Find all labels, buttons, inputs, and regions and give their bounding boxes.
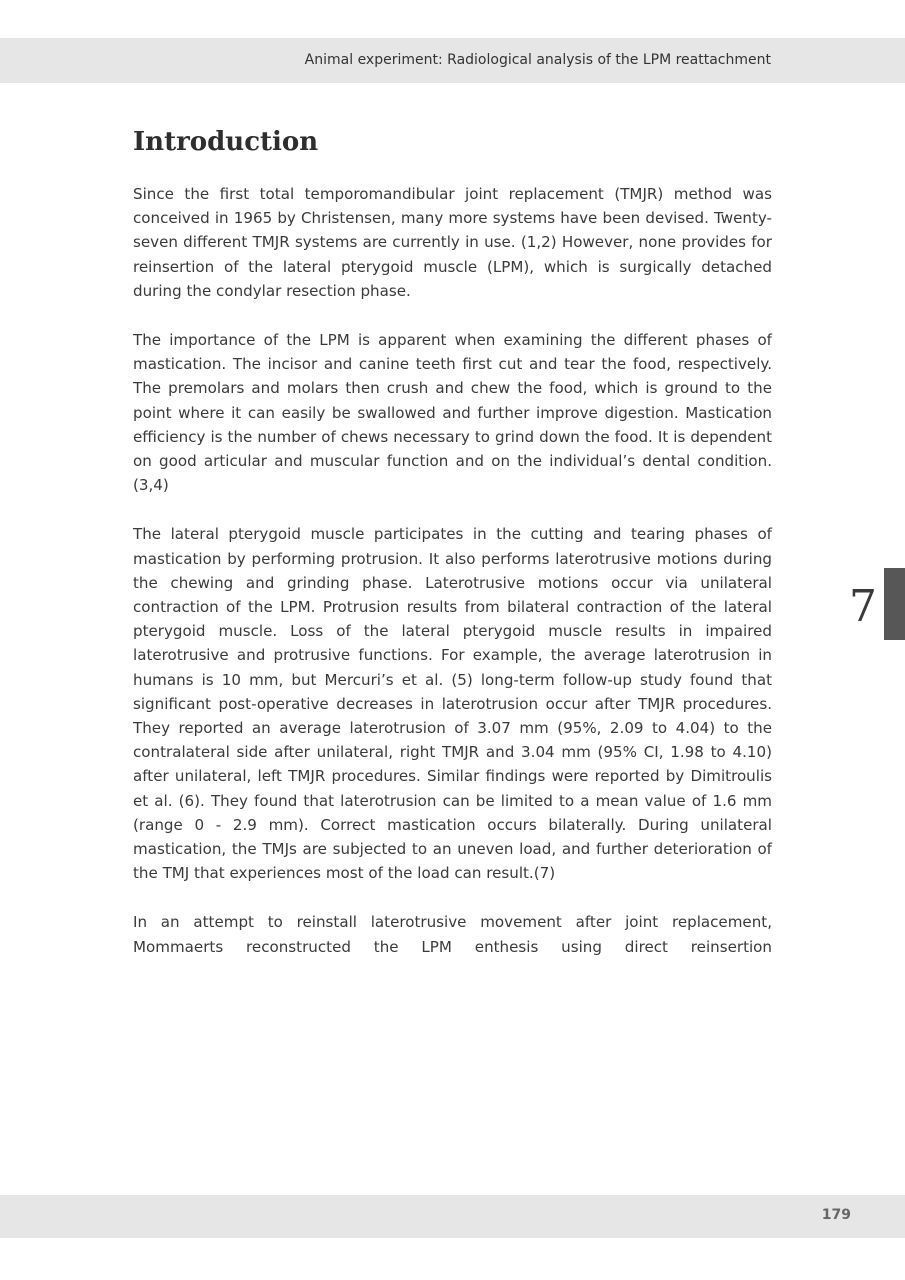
section-heading: Introduction bbox=[133, 127, 319, 157]
running-header-bar bbox=[0, 38, 905, 83]
paragraph-4: In an attempt to reinstall laterotrusive movement after joint replacement, Mommaerts reconstructed the LPM enthesis using direct reinsertion bbox=[133, 913, 772, 956]
paragraph-1: Since the first total temporomandibular joint replacement (TMJR) method was conceived in 1965 by Christensen, many more systems have been devised. Twenty-seven different TMJR systems are currently in use. (1,2) However, none provides for reinsertion of the lateral pterygoid muscle (LPM), which is surgically detached during the condylar resection phase. bbox=[133, 185, 772, 300]
paragraph-3: The lateral pterygoid muscle participates in the cutting and tearing phases of mastication by performing protrusion. It also performs laterotrusive motions during the chewing and grinding phase. Laterotrusive motions occur via unilateral contraction of the LPM. Protrusion results from bilateral contraction of the lateral pterygoid muscle. Loss of the lateral pterygoid muscle results in impaired laterotrusive and protrusive functions. For example, the average laterotrusion in humans is 10 mm, but Mercuri’s et al. (5) long-term follow-up study found that significant post-operative decreases in laterotrusion occur after TMJR procedures. They reported an average laterotrusion of 3.07 mm (95%, 2.09 to 4.04) to the contralateral side after unilateral, right TMJR and 3.04 mm (95% CI, 1.98 to 4.10) after unilateral, left TMJR procedures. Similar findings were reported by Dimitroulis et al. (6). They found that laterotrusion can be limited to a mean value of 1.6 mm (range 0 - 2.9 mm). Correct mastication occurs bilaterally. During unilateral mastication, the TMJs are subjected to an uneven load, and further deterioration of the TMJ that experiences most of the load can result.(7) bbox=[133, 525, 772, 883]
paragraph-2: The importance of the LPM is apparent when examining the different phases of mastication. The incisor and canine teeth first cut and tear the food, respectively. The premolars and molars then crush and chew the food, which is ground to the point where it can easily be swallowed and further improve digestion. Mastication efficiency is the number of chews necessary to grind down the food. It is dependent on good articular and muscular function and on the individual’s dental condition. (3,4) bbox=[133, 331, 772, 495]
running-header-title: Animal experiment: Radiological analysis of the LPM reattachment bbox=[304, 52, 771, 68]
page-number: 179 bbox=[821, 1207, 851, 1223]
chapter-number: 7 bbox=[849, 581, 877, 632]
footer-bar bbox=[0, 1195, 905, 1238]
page-body bbox=[133, 120, 772, 984]
chapter-thumb-tab bbox=[884, 568, 905, 640]
